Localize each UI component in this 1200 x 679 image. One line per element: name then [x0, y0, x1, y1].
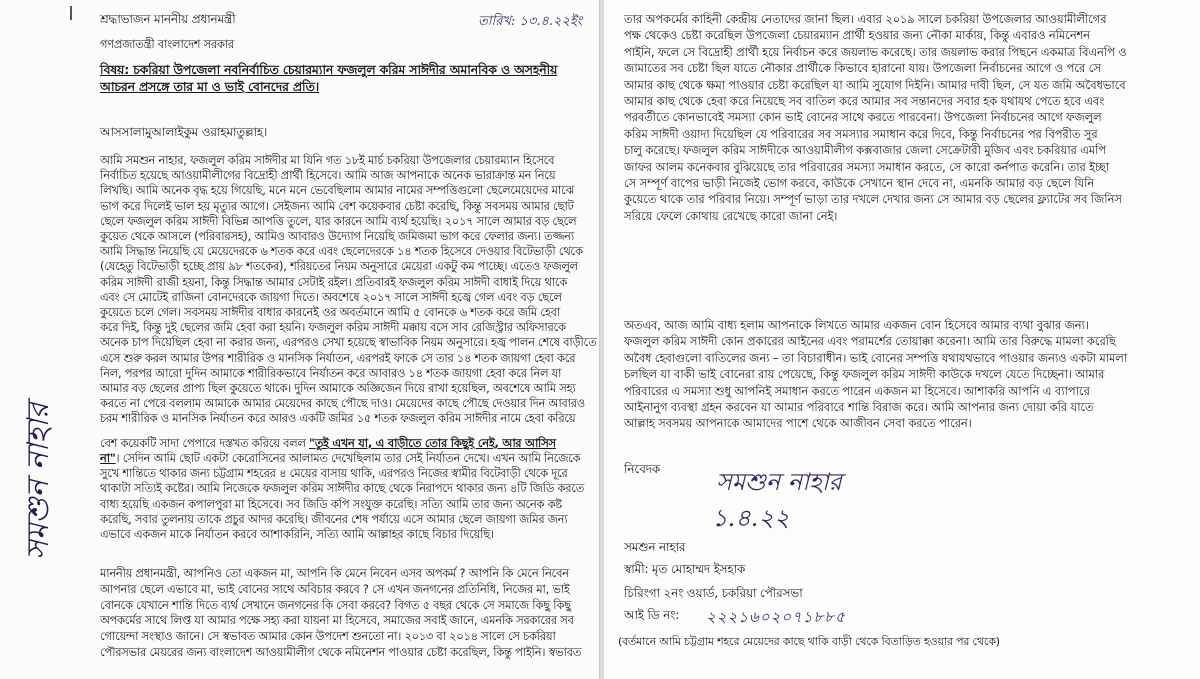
para1-line-19: বেশ কয়েকটি সাদা পেপারে দস্তখত করিয়ে বলল	[100, 437, 306, 450]
right-para2-line-2: ফজলুল করিম সাঈদী কোন প্রকারের আইনের এবং পরামর্শের তোয়াক্কা করেনা। আমি তার বিরুদ্ধে মামলা করেছি	[624, 334, 1116, 349]
quote-text: "তুই এখন যা, এ বাড়ীতে তোর কিছুই নেই, আর আসিস	[309, 437, 556, 450]
left-para1-line-7: আমি সিদ্ধান্ত নিয়েছি যে মেয়েদেরকে ৬ শতক করে এবং ছেলেদেরকে ১৪ শতক হিসেবে দেওয়ার বিটেভাড়ী থেকে	[100, 245, 583, 259]
right-para1-line-12: কুয়েতে থাকে তার পরিবার নিয়ে। সম্পূর্ণ ভাড়া তার দখলে দেখার জন্য সে আমার বড় ছেলের ফ্ল্যাটের সব জিনিস	[624, 192, 1122, 207]
left-para1-line-8: (যেহেতু বিটেভাড়ী হচ্ছে প্রায় ৯৮ শতকের), শরিয়তের নিয়ম অনুসারে মেয়েরা একটু কম পাচ্ছে। এতেও ফজলুল	[100, 260, 578, 274]
left-para2-line-4: অপকর্মের সাথে লিপ্ত যা আমার পক্ষে সহ্য করা যায়না মা হিসেবে, সমাজের সবাই জানে, এমনকি সরকারের সব	[100, 614, 574, 628]
right-para1-line-9: চালু করেছে। ফজলুল করিম সাঈদীকে আওয়ামীলীগ কক্সবাজার জেলা সেক্রেটারী মুজিব এবং চকরিয়ার এমপি	[624, 143, 1106, 158]
sender-name: সমশুন নাহার	[624, 540, 686, 554]
right-para1-line-2: পক্ষ থেকেও চেষ্টা করেছিল উপজেলা চেয়ারম্যান প্রার্থী হওয়ার জন্য নৌকা মার্কায়, কিন্তু এবারও নমিনেশন	[624, 28, 1090, 43]
handwritten-signature: সমশুন নাহার	[716, 468, 842, 496]
left-para1b-line-3: থাকাটা সত্যিই কষ্টের। আমি নিজেকে ফজলুল করিম সাঈদীর কাছে থেকে নিরাপদে থাকার জন্য ৪টি জিডি করতে	[100, 482, 585, 496]
left-para1-line-17: করতে না পেরে বললাম আমাকে আমার মেয়েদের কাছে পৌছে দাও। মেয়েদের কাছে পৌছে দেওয়ার দিন আবারও	[100, 397, 585, 411]
margin-mark	[70, 6, 72, 20]
left-para1-line-9: করিম সাঈদী রাজী হয়না, কিন্তু সিদ্ধান্ত আমার সেটাই রইল। প্রতিবারই ফজলুল করিম সাঈদী বাধাই দিয়ে থাকে	[100, 275, 568, 289]
right-para1-line-1: তার অপকর্মের কাহিনী কেন্দ্রীয় নেতাদের জানা ছিল। এবার ২০১৯ সালে চকরিয়া উপজেলার আওয়ামীলীগের	[624, 12, 1107, 26]
subject-text-1: বিষয়: চকরিয়া উপজেলা নবনির্বাচিত চেয়ারম্যান ফজলুল করিম সাঈদীর অমানবিক ও অসহনীয়	[100, 62, 558, 77]
right-para2-line-3: অবৈধ হেবাগুলো বাতিলের জন্য – তা বিচারাধীন। ভাই বোনের সম্পত্তি যথাযথভাবে পাওয়ার জন্যও একটা মামলা	[624, 350, 1128, 365]
left-para1b-line-2: সুখে শান্তিতে থাকার জন্য চট্টগ্রাম শহরের ৪ মেয়ের বাসায় থাকি, এরপরও নিজের স্বামীর বিটেবাড়ী থেকে দূরে	[100, 467, 568, 481]
left-para1-line-15: নিল, পরপর আরো দুদিন আমাকে শারীরিকভাবে নির্যাতন করে আবারও ১৪ শতক জায়গা হেবা করে নিল যা	[100, 366, 562, 380]
sender-husband: স্বামী: মৃত মোহাম্মদ ইসহাক	[624, 562, 746, 576]
left-para1-line-3: লিখছি। আমি অনেক বৃদ্ধ হয়ে গিয়েছি, মনে মনে ভেবেছিলাম আমার নামের সম্পত্তিগুলো ছেলেমেয়েদের মাঝে	[100, 184, 574, 198]
left-para2-line-6: পৌরসভার মেয়রের জন্য বাংলাদেশ আওয়ামীলীগ থেকে নমিনেশন পাওয়ার চেষ্টা করেছিল, কিন্তু পাইনি। স্বভাবত	[100, 646, 582, 659]
id-label: আই ডি নং:	[624, 608, 680, 622]
right-para2-line-1: অতএব, আজ আমি বাধ্য হলাম আপনাকে লিখতে আমার একজন বোন হিসেবে আমার ব্যথা বুঝার জন্য।	[624, 318, 1089, 332]
right-para1-line-11: সে সম্পূর্ণ বাপের ভাড়ী নিজেই ভোগ করবে, কাউকে সেখানে স্থান দেবে না, এমনকি আমার বড় ছেলে যিনি	[624, 176, 1095, 190]
left-para1-line-6: কুয়েত থেকে আসলে (পরিবারসহ), আমিও আবারও উদ্যোগ নিয়েছি জমিজমা ভাগ করে ফেলার জন্য। তজ্জন্য	[100, 230, 574, 243]
quote-line-2	[100, 451, 580, 466]
residence-note: (বর্তমানে আমি চট্টগ্রাম শহরে মেয়েদের কাছে থাকি বাড়ী থেকে বিতাড়িত হওয়ার পর থেকে)	[618, 635, 1000, 648]
left-para2-line-1: মাননীয় প্রধানমন্ত্রী, আপনিও তো একজন মা, আপনি কি মেনে নিবেন এসব অপকর্ম ? আপনি কি মেনে নিবেন	[100, 567, 569, 580]
handwritten-id-number: ২২২১৬০২০৭১৮৮৫	[706, 608, 846, 626]
recipient-line-2: গণপ্রজাতন্ত্রী বাংলাদেশ সরকার	[100, 38, 234, 51]
left-para1b-line-6: এভাবে একজন মাকে নির্যাতন করবে আশাকরিনি, সত্যি আমি আল্লাহর কাছে বিচার দিয়েছি।	[100, 528, 494, 541]
right-para2-line-6: আইনানুগ ব্যবস্থা গ্রহন করবেন যা আমার পরিবারে শান্তি বিরাজ করে। আমি আপনার জন্য দোয়া করি যাতে	[624, 400, 1094, 414]
left-para1-line-4: ভাগ করে দিলেই ভাল হয় মৃত্যুর আগে। সেইজন্য আমি বেশ কয়েকবার চেষ্টা করেছি, কিন্তু সবসময় আমার ছোট	[100, 199, 574, 213]
quote-line	[100, 436, 556, 451]
left-para1-line-13: অনেক চাপ দিয়েছিল হেবা না করার জন্য, এরপরও সেখা হয়েছে স্বাভাবিক নিয়ম অনুসারে। হজ্ব পালন শেষে বাড়ীতে	[100, 336, 597, 350]
subject-text-2: আচরন প্রসঙ্গে তার মা ও ভাই বোনদের প্রতি।	[100, 79, 320, 94]
recipient-line-1: শ্রদ্ধাভাজন মাননীয় প্রধানমন্ত্রী	[100, 12, 236, 26]
right-para1-line-5: আমার কাছ থেকে ক্ষমা পাওয়ার চেষ্টা করেছিল যা আমি সুযোগ দিইনি। আমার দাবী ছিল, সে যত জমি অবৈধভাবে	[624, 77, 1126, 92]
para1b-line-1: । সেদিন আমি ছোট একটা কেরোসিনের আলামত দেখেছিলাম তার সেই নির্যাতন দেখে। এখন আমি নিজেকে	[115, 452, 581, 465]
quote-text-2: না"	[100, 452, 116, 465]
salutation: আসসালামুআলাইকুম ওরাহমাতুল্লাহ।	[100, 125, 268, 139]
right-para2-line-4: চলছিল যা বাকী ভাই বোনেরা রায় পেয়েছে, কিন্তু ফজলুল করিম সাঈদী কাউকে দখলে যেতে দিচ্ছেনা। আমার	[624, 367, 1105, 382]
left-para1-line-5: ছেলে ফজলুল করিম সাঈদী বিভিন্ন আপত্তি তুলে, যার কারনে আমি ব্যর্থ হয়েছি। ২০১৭ সালে আমার বড় ছেলে	[100, 214, 577, 228]
left-para1-line-11: কুয়েতে চলে গেল। সবসময় সাঈদীর বাধার কারনেই ওর অবর্তমানে আমি ৫ বোনকে ৬ শতক করে জমি হেবা	[100, 306, 561, 319]
left-para2-line-5: গোয়েন্দা সংস্থাও জানে। সে স্বভাবত আমার কোন উপদেশ শুনতো না। ২০১৩ বা ২০১৪ সালে সে চকরিয়া	[100, 630, 556, 644]
left-para1-line-14: এসে শুরু করল আমার উপর শারীরিক ও মানসিক নির্যাতন, এরপরই ফাকে সে তার ১৪ শতক জায়গা হেবা করে	[100, 351, 576, 365]
sender-address: চিরিংগা ২নং ওয়ার্ড, চকরিয়া পৌরসভা	[624, 586, 803, 600]
margin-signature: সমশুন নাহার	[21, 402, 56, 560]
left-para1-line-16: আমার বড় ছেলের প্রাপ্য ছিল কুয়েতে থাকে। দুদিন আমাকে অজ্ঞিজেন দিয়ে রাখা হয়েছিল, অবশেষে আমি সহ্য	[100, 382, 576, 395]
left-para1-line-2: নির্বাচিত হয়েছে আওয়ামীলীগের বিদ্রোহী প্রার্থী হিসেবে। আমি আজ আপনাকে অনেক ভারাক্রান্ত মন নিয়ে	[100, 169, 556, 183]
right-para1-line-4: জামাতের সব চেষ্টা ছিল যাতে নৌকার প্রার্থীকে কিভাবে হারানো যায়। উপজেলা নির্বাচনের আগে ও পরে সে	[624, 61, 1101, 76]
left-para1b-line-4: বাধ্য হয়েছি একজন কপালপুরা মা হিসেবে। সব জিডি কপি সংযুক্ত করেছি। সত্যি আমি তার জন্য অনেক কষ্ট	[100, 497, 562, 511]
right-para1-line-10: জাফর আলম কনেকবার বুঝিয়েছে তার পরিবারের সমস্যা সমাধান করতে, সে কারো কর্নপাত করেনি। তার ইচ্ছা	[624, 159, 1110, 174]
left-para1-line-1: আমি সমশুন নাহার, ফজলুল করিম সাঈদীর মা যিনি গত ১৮ই মার্চ চকরিয়া উপজেলার চেয়ারম্যান হিসেবে	[100, 154, 555, 167]
left-para1-line-10: এবং সে মোটেই রাজিনা বোনদেরকে জায়গা দিতে। অবশেষে ২০১৭ সালে সাঈদী হজ্বে গেল এবং বড় ছেলে	[100, 290, 562, 304]
left-para2-line-3: বোনকে যেখানে শান্তি দিতে ব্যর্থ সেখানে জনগনের কি সেবা করবে? বিগত ৫ বছর থেকে সে সমাজে কিছু কিছু	[100, 598, 571, 612]
handwritten-date: তারিখ: ১৩.৪.২২ইং	[478, 14, 583, 29]
left-para2-line-2: আপনার ছেলে এভাবে মা, ভাই বোনের সাথে অবিচার করবে ? সে এখন জনগনের প্রতিনিধি, নিজের মা, ভাই	[100, 582, 570, 596]
left-para1b-line-5: করেছি, সবার তুলনায় তাকে প্রচুর আদর করেছি। জীবনের শেষ পর্যায়ে এসে আমার ছেলে জায়গা জমির জন্য	[100, 512, 568, 526]
sender-label: নিবেদক	[624, 462, 660, 476]
left-para1-line-18: চরম শারীরিক ও মানসিক নির্যাতন করে আরও একটি জমির ১৫ শতক ফজলুল করিম সাঈদীর নামে হেবা করিয়ে	[100, 412, 576, 426]
right-para2-line-7: আল্লাহ সবসময় আপনাকে আমাদের পাশে থেকে আজীবন সেবা করতে পারেন।	[624, 416, 972, 431]
handwritten-signature-date: ১.৪.২২	[712, 504, 790, 532]
right-para1-line-7: পরবর্তীতে কোনভাবেই সমস্যা কোন ভাই বোনের সাথে করতে পারবেনা। উপজেলা নির্বাচনের আগে ফজলুল	[624, 110, 1102, 125]
subject-line-2	[100, 79, 319, 94]
right-para1-line-6: আমার কাছ থেকে হেবা করে নিয়েছে সব বাতিল করে আমার সব সন্তানদের সবার হক যথাযথ পেতে হবে এবং	[624, 94, 1105, 108]
right-para1-line-13: সরিয়ে ফেলে কোথায় রেখেছে কারো জানা নেই।	[624, 208, 838, 223]
subject-line-1	[100, 62, 557, 77]
right-para2-line-5: পরিবারের এ সমস্যা শুধু আপনিই সমাধান করতে পারেন একজন মা হিসেবে। আশাকরি আপনি এ ব্যাপারে	[624, 383, 1090, 398]
right-para1-line-3: পাইনি, ফলে সে বিদ্রোহী প্রার্থী হয়ে নির্বাচন করে জয়লাভ করেছে। তার জয়লাভ করার পিছনে একমাত্র বিএনপি ও	[624, 44, 1127, 59]
right-para1-line-8: করিম সাঈদী ওয়াদা দিয়েছিল যে পরিবারের সব সমস্যার সমাধান করে দিবে, কিন্তু নির্বাচনের পর বিপরীত সুর	[624, 126, 1098, 141]
left-para1-line-12: করে দিই, কিন্তু দুই ছেলের জমি হেবা করা হয়নি। ফজলুল করিম সাঈদী মক্কায় বসে সাব রেজিস্ট্রার অফিসারকে	[100, 321, 566, 335]
